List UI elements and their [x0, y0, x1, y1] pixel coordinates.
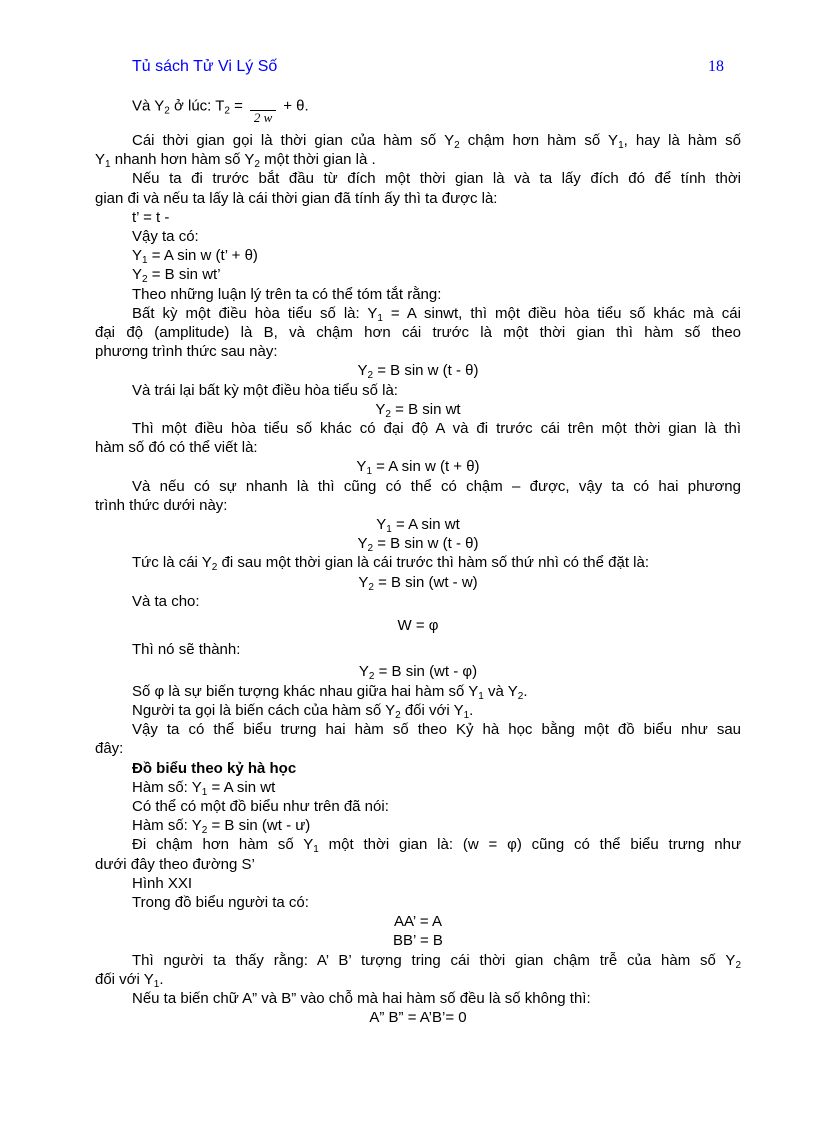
formula: $Y_2 = B$ sin w (t - θ) [357, 362, 479, 382]
formula: $Y_2 = B$ sin (wt - φ) [358, 663, 478, 683]
paragraph-line: Vậy ta có thể biểu trưng hai hàm số theo Kỷ hà học bằng một đồ biểu như sau [132, 721, 741, 739]
section-heading: Đồ biểu theo kỷ hà học [132, 759, 297, 777]
paragraph-line: đại độ (amplitude) là B, và chậm hơn cái trước là một thời gian thì hàm số theo [95, 324, 741, 342]
paragraph-line: Và ta cho: [132, 592, 200, 610]
paragraph-line: Người ta gọi là biến cách của hàm số $Y_2$ đối với $Y_1$. [132, 701, 474, 721]
header-title: Tủ sách Tử Vi Lý Số [132, 58, 278, 75]
paragraph-line: $Y_1$ nhanh hơn hàm số $Y_2$ một thời gian là . [95, 151, 376, 171]
paragraph-line: Tức là cái $Y_2$ đi sau một thời gian là cái trước thì hàm số thứ nhì có thể đặt là: [132, 554, 649, 574]
document-body [95, 94, 741, 1027]
paragraph-line: Trong đồ biểu người ta có: [132, 893, 309, 911]
formula: $Y_1 = A$ sin w (t + θ) [356, 458, 480, 478]
paragraph-line: hàm số đó có thể viết là: [95, 439, 258, 457]
paragraph-line: Nếu ta biến chữ A” và B” vào chỗ mà hai hàm số đều là số không thì: [132, 989, 591, 1007]
formula: A” B” = A’B’= 0 [369, 1009, 467, 1027]
formula: Hàm số: $Y_2 = B$ sin (wt - ư) [132, 817, 311, 837]
paragraph-line: Theo những luận lý trên ta có thể tóm tắt rằng: [132, 285, 442, 303]
paragraph-line: Thì nó sẽ thành: [132, 641, 241, 659]
paragraph-line: đây: [95, 740, 124, 758]
paragraph-line: Bất kỳ một điều hòa tiểu số là: $Y_1 = A$ sinwt, thì một điều hòa tiểu số khác mà cái [132, 304, 741, 324]
formula: $Y_1 = A$ sin w (t’ + θ) [132, 247, 258, 267]
paragraph-line: đối với $Y_1$. [95, 970, 164, 990]
paragraph-line: Và trái lại bất kỳ một điều hòa tiểu số là: [132, 381, 398, 399]
paragraph-line: phương trình thức sau này: [95, 343, 278, 361]
formula: Hàm số: $Y_1 = A$ sin wt [132, 778, 276, 798]
formula: $Y_2 = B$ sin (wt - w) [358, 573, 478, 593]
formula: AA’ = A [394, 913, 442, 931]
paragraph-line: Vậy ta có: [132, 228, 199, 246]
t2-formula: Và $Y_2$ ở lúc: $T_2$ = 2 w + θ. [132, 97, 309, 125]
paragraph-line: Có thể có một đồ biểu như trên đã nói: [132, 797, 389, 815]
formula: t’ = t - [132, 208, 170, 226]
formula: $Y_2 = B$ sin wt [375, 400, 461, 420]
paragraph-line: dưới đây theo đường S’ [95, 855, 255, 873]
paragraph-line: trình thức dưới này: [95, 496, 228, 514]
paragraph-line: Thì một điều hòa tiểu số khác có đại độ A và đi trước cái trên một thời gian là thì [132, 420, 741, 438]
fraction: 2 w [250, 100, 276, 125]
page-number: 18 [708, 58, 724, 75]
paragraph-line: Thì người ta thấy rằng: A’ B’ tượng tring cái thời gian chậm trễ của hàm số $Y_2$ [132, 951, 741, 971]
paragraph-line: Nếu ta đi trước bắt đầu từ đích một thời gian là và ta lấy đích đó để tính thời [132, 170, 741, 188]
formula: $Y_2 = B$ sin w (t - θ) [357, 535, 479, 555]
paragraph-line: Và nếu có sự nhanh là thì cũng có thể có chậm – được, vậy ta có hai phương [132, 477, 741, 495]
paragraph-line: gian đi và nếu ta lấy là cái thời gian đã tính ấy thì ta được là: [95, 189, 498, 207]
paragraph-line: Cái thời gian gọi là thời gian của hàm số $Y_2$ chậm hơn hàm số $Y_1$, hay là hàm số [132, 132, 742, 151]
paragraph-line: Đi chậm hơn hàm số $Y_1$ một thời gian là: (w = φ) cũng có thể biểu trưng như [132, 836, 741, 856]
figure-label: Hình XXI [132, 874, 193, 892]
formula: W = φ [397, 617, 439, 635]
formula: BB’ = B [393, 932, 443, 950]
formula: $Y_1 = A$ sin wt [376, 516, 460, 536]
formula: $Y_2 = B$ sin wt’ [132, 266, 221, 286]
paragraph-line: Số φ là sự biến tượng khác nhau giữa hai hàm số $Y_1$ và $Y_2$. [132, 682, 528, 702]
